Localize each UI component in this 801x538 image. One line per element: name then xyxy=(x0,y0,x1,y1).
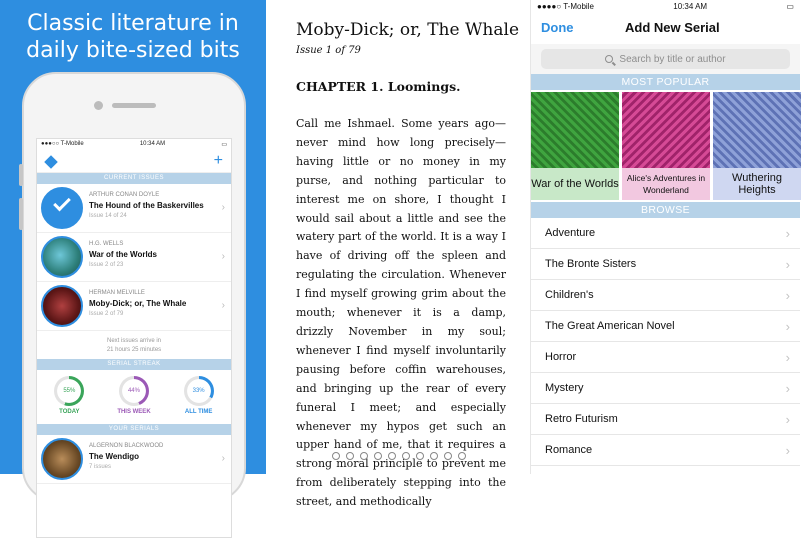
phone-screen xyxy=(36,138,232,538)
issue-number: Issue 1 of 79 xyxy=(296,45,361,56)
section-header-popular: MOST POPULAR xyxy=(531,74,800,90)
speaker-grille xyxy=(112,103,156,108)
browse-label: Retro Futurism xyxy=(545,413,618,425)
status-bar xyxy=(37,139,231,151)
next-issues-note xyxy=(37,331,231,359)
streak-alltime xyxy=(174,376,224,415)
chevron-right-icon: › xyxy=(221,300,225,311)
cover-image xyxy=(41,438,83,480)
nav-bar xyxy=(531,14,800,44)
browse-label: The Great American Novel xyxy=(545,320,675,332)
browse-label: Horror xyxy=(545,351,577,363)
issue-author: HERMAN MELVILLE xyxy=(89,290,145,296)
page-dot[interactable] xyxy=(416,452,424,460)
battery-icon: ▭ xyxy=(786,2,794,11)
serial-title: The Wendigo xyxy=(89,452,140,461)
section-header-streak: SERIAL STREAK xyxy=(37,359,231,370)
chevron-right-icon: › xyxy=(221,453,225,464)
page-dot[interactable] xyxy=(458,452,466,460)
chevron-right-icon: › xyxy=(785,319,790,334)
browse-item[interactable] xyxy=(531,342,800,373)
phone-frame xyxy=(22,72,246,502)
browse-item[interactable] xyxy=(531,435,800,466)
popular-item[interactable] xyxy=(713,92,801,200)
browse-label: Children's xyxy=(545,289,594,301)
issue-title: Moby-Dick; or, The Whale xyxy=(89,299,187,308)
browse-label: Adventure xyxy=(545,227,596,239)
issue-progress: Issue 2 of 79 xyxy=(89,311,124,317)
section-header-serials: YOUR SERIALS xyxy=(37,424,231,435)
browse-label: The Bronte Sisters xyxy=(545,258,637,270)
page-dot[interactable] xyxy=(430,452,438,460)
section-header-browse: BROWSE xyxy=(531,202,800,218)
search-placeholder: Search by title or author xyxy=(619,53,726,65)
streak-ring xyxy=(119,376,149,406)
checkmark-icon xyxy=(53,194,71,212)
issue-author: H.G. WELLS xyxy=(89,241,124,247)
chevron-right-icon: › xyxy=(785,288,790,303)
popular-title: Alice's Adventures in Wonderland xyxy=(622,168,710,200)
chevron-right-icon: › xyxy=(785,381,790,396)
book-title: Moby-Dick; or, The Whale xyxy=(296,20,520,40)
carrier-label: ●●●○○ T-Mobile xyxy=(41,141,84,147)
issue-progress: Issue 2 of 23 xyxy=(89,262,124,268)
browse-item[interactable] xyxy=(531,311,800,342)
streak-percent: 33% xyxy=(192,388,205,394)
issue-row[interactable] xyxy=(37,282,231,331)
status-bar xyxy=(531,0,800,14)
headline-line-1: Classic literature in xyxy=(27,11,239,36)
time-label: 10:34 AM xyxy=(139,141,166,147)
issue-title: The Hound of the Baskervilles xyxy=(89,201,204,210)
reader-panel xyxy=(266,0,530,509)
cover-image xyxy=(41,187,83,229)
add-serial-button[interactable]: + xyxy=(213,152,223,169)
page-dot[interactable] xyxy=(346,452,354,460)
page-dot[interactable] xyxy=(388,452,396,460)
streak-ring xyxy=(54,376,84,406)
browse-item[interactable] xyxy=(531,218,800,249)
promo-headline xyxy=(0,10,266,64)
page-dot[interactable] xyxy=(332,452,340,460)
camera-icon xyxy=(94,101,103,110)
browse-item[interactable] xyxy=(531,249,800,280)
phone-volume-down xyxy=(19,198,23,230)
chevron-right-icon: › xyxy=(785,443,790,458)
cover-image xyxy=(622,92,710,168)
page-indicator[interactable] xyxy=(332,452,466,460)
search-bar xyxy=(531,44,800,74)
chevron-right-icon: › xyxy=(785,257,790,272)
nav-title: Add New Serial xyxy=(625,20,720,35)
page-dot[interactable] xyxy=(374,452,382,460)
browse-list xyxy=(531,218,800,466)
browse-label: Mystery xyxy=(545,382,584,394)
streak-today xyxy=(44,376,94,415)
streak-label: TODAY xyxy=(59,409,80,415)
browse-item[interactable] xyxy=(531,373,800,404)
streak-stats xyxy=(37,370,231,424)
streak-label: ALL TIME xyxy=(184,409,213,415)
popular-title: War of the Worlds xyxy=(531,168,619,200)
app-logo-icon xyxy=(44,155,58,169)
search-icon xyxy=(605,55,613,63)
streak-percent: 55% xyxy=(63,388,76,394)
serial-author: ALGERNON BLACKWOOD xyxy=(89,443,164,449)
cover-image xyxy=(41,285,83,327)
headline-line-2: daily bite-sized bits xyxy=(26,38,240,63)
popular-item[interactable] xyxy=(531,92,619,200)
streak-ring xyxy=(184,376,214,406)
promo-panel xyxy=(0,0,266,474)
issue-author: ARTHUR CONAN DOYLE xyxy=(89,192,160,198)
section-header-current: CURRENT ISSUES xyxy=(37,173,231,184)
book-text: Call me Ishmael. Some years ago—never mind how long precisely—having little or no money in my purse, and nothing particular to interest me on shore, I thought I would sail about a little and see the watery part of the world. It is a way I have of driving off the spleen and regulating the circulation. Whenever I find myself growing grim about the mouth; whenever it is a damp, drizzly November in my soul; whenever I find myself involuntarily pausing before coffin warehouses, and bringing up the rear of every funeral I meet; and especially whenever my hypos get such an upper hand of me, that it requires a strong moral principle to prevent me from deliberately stepping into the street, and methodically xyxy=(296,117,506,509)
issue-progress: Issue 14 of 24 xyxy=(89,213,127,219)
time-label: 10:34 AM xyxy=(673,2,708,11)
add-serial-panel xyxy=(530,0,800,474)
serial-row[interactable] xyxy=(37,435,231,484)
page-dot[interactable] xyxy=(360,452,368,460)
phone-volume-up xyxy=(19,164,23,186)
done-button[interactable]: Done xyxy=(541,20,574,35)
cover-image xyxy=(41,236,83,278)
streak-week xyxy=(109,376,159,415)
cover-image xyxy=(713,92,801,168)
serial-issues: 7 issues xyxy=(89,464,112,470)
search-input[interactable] xyxy=(541,49,790,69)
page-dot[interactable] xyxy=(444,452,452,460)
popular-carousel[interactable] xyxy=(531,90,800,202)
carrier-label: ●●●●○ T-Mobile xyxy=(537,2,594,11)
chevron-right-icon: › xyxy=(221,202,225,213)
issue-row[interactable] xyxy=(37,184,231,233)
streak-label: THIS WEEK xyxy=(117,409,151,415)
page-dot[interactable] xyxy=(402,452,410,460)
browse-item[interactable] xyxy=(531,404,800,435)
cover-image xyxy=(531,92,619,168)
nav-bar xyxy=(37,151,231,173)
battery-icon: ▭ xyxy=(221,142,227,148)
issue-title: War of the Worlds xyxy=(89,250,157,259)
issue-row[interactable] xyxy=(37,233,231,282)
chevron-right-icon: › xyxy=(785,226,790,241)
popular-title: Wuthering Heights xyxy=(713,168,801,200)
popular-item[interactable] xyxy=(622,92,710,200)
browse-label: Romance xyxy=(545,444,593,456)
next-issues-line-2: 21 hours 25 minutes xyxy=(106,347,162,353)
chevron-right-icon: › xyxy=(785,350,790,365)
browse-item[interactable] xyxy=(531,280,800,311)
streak-percent: 44% xyxy=(127,388,140,394)
chapter-heading: CHAPTER 1. Loomings. xyxy=(296,79,461,94)
chevron-right-icon: › xyxy=(785,412,790,427)
next-issues-line-1: Next issues arrive in xyxy=(106,338,162,344)
chevron-right-icon: › xyxy=(221,251,225,262)
